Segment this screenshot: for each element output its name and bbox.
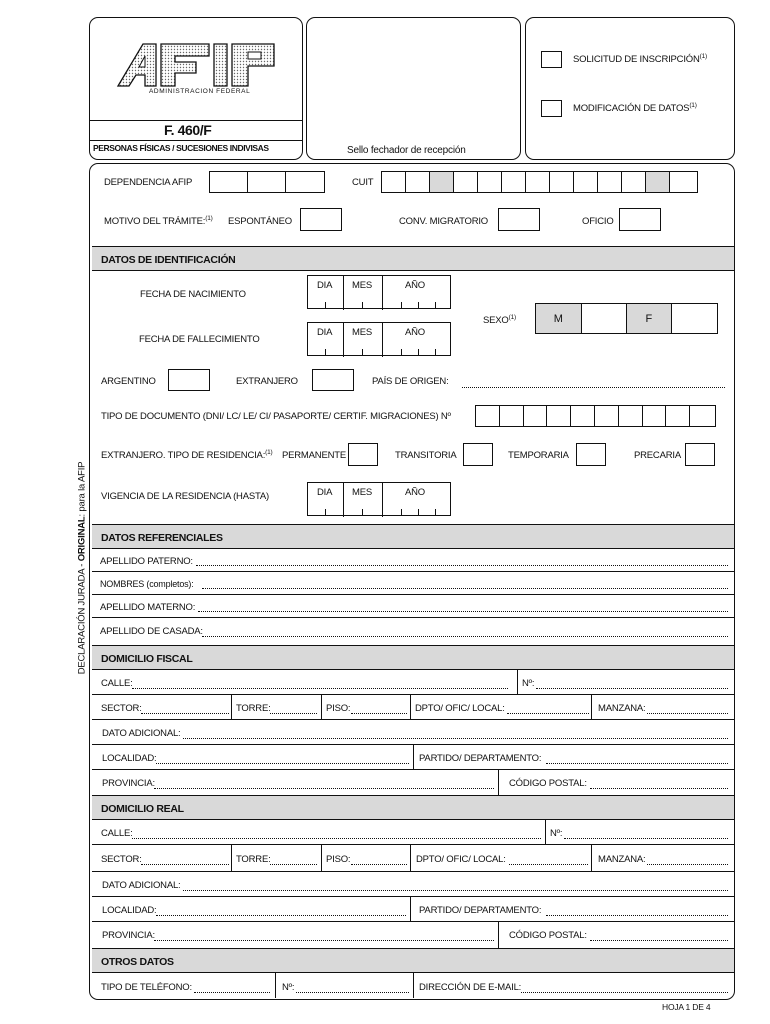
stamp-label: Sello fechador de recepción (347, 145, 466, 156)
section-domicilio-fiscal: DOMICILIO FISCAL (92, 645, 734, 670)
sexo-selector[interactable] (535, 303, 718, 334)
fiscal-localidad-input[interactable] (156, 763, 409, 764)
real-calle-input[interactable] (132, 838, 541, 839)
argentino-label: ARGENTINO (101, 376, 156, 387)
apellido-casada-row: APELLIDO DE CASADA: (92, 618, 734, 645)
fiscal-localidad-row: LOCALIDAD: PARTIDO/ DEPARTAMENTO: (92, 745, 734, 770)
apellido-paterno-row: APELLIDO PATERNO: (92, 549, 734, 572)
sexo-label: SEXO$^{(1)}$ (483, 313, 516, 326)
page-indicator: HOJA 1 DE 4 (662, 1002, 711, 1012)
solicitud-inscripcion-checkbox[interactable] (541, 51, 562, 68)
fiscal-provincia-row: PROVINCIA: CÓDIGO POSTAL: (92, 770, 734, 795)
vigencia-label: VIGENCIA DE LA RESIDENCIA (HASTA) (101, 491, 269, 502)
real-numero-input[interactable] (564, 838, 728, 839)
real-piso-input[interactable] (351, 864, 407, 865)
email-input[interactable] (521, 992, 728, 993)
transitoria-checkbox[interactable] (463, 443, 493, 466)
real-provincia-row: PROVINCIA: CÓDIGO POSTAL: (92, 922, 734, 948)
real-localidad-row: LOCALIDAD: PARTIDO/ DEPARTAMENTO: (92, 897, 734, 922)
real-dpto-input[interactable] (509, 864, 588, 865)
extranjero-checkbox[interactable] (312, 369, 354, 391)
tipo-telefono-input[interactable] (194, 992, 270, 993)
oficio-checkbox[interactable] (619, 208, 661, 231)
precaria-label: PRECARIA (634, 450, 681, 461)
fiscal-torre-input[interactable] (270, 713, 317, 714)
fiscal-manzana-input[interactable] (647, 713, 728, 714)
side-declaration-text: DECLARACIÓN JURADA - ORIGINAL: para la AFIP (76, 461, 88, 675)
section-datos-referenciales: DATOS REFERENCIALES (92, 524, 734, 549)
cuit-label: CUIT (352, 177, 374, 188)
logo-subtitle: ADMINISTRACION FEDERAL (149, 88, 251, 95)
form-code: F. 460/F (164, 122, 212, 138)
procedure-type-box (525, 17, 735, 160)
section-domicilio-real: DOMICILIO REAL (92, 795, 734, 820)
fiscal-codigo-postal-input[interactable] (590, 788, 728, 789)
fiscal-dpto-input[interactable] (507, 713, 589, 714)
otros-telefono-row: TIPO DE TELÉFONO: Nº: DIRECCIÓN DE E-MAIL: (92, 973, 734, 998)
telefono-numero-input[interactable] (296, 992, 409, 993)
reception-stamp-box (306, 17, 521, 160)
apellido-materno-row: APELLIDO MATERNO: (92, 595, 734, 618)
fiscal-piso-input[interactable] (351, 713, 407, 714)
divider (89, 120, 303, 121)
vigencia-input[interactable]: DIA MES AÑO (307, 482, 451, 516)
temporaria-checkbox[interactable] (576, 443, 606, 466)
real-provincia-input[interactable] (154, 940, 494, 941)
pais-origen-label: PAÍS DE ORIGEN: (372, 376, 449, 387)
real-dato-adicional-input[interactable] (183, 890, 728, 891)
apellido-materno-input[interactable] (198, 611, 728, 612)
real-sector-input[interactable] (141, 864, 229, 865)
solicitud-inscripcion-label: SOLICITUD DE INSCRIPCIÓN$^{(1)}$ (573, 52, 707, 65)
fiscal-dato-adicional-row: DATO ADICIONAL: (92, 720, 734, 745)
dependencia-label: DEPENDENCIA AFIP (104, 177, 193, 188)
real-manzana-input[interactable] (647, 864, 728, 865)
conv-migratorio-label: CONV. MIGRATORIO (399, 216, 488, 227)
real-calle-row: CALLE: Nº: (92, 820, 734, 845)
section-datos-identificacion: DATOS DE IDENTIFICACIÓN (92, 246, 734, 271)
apellido-casada-input[interactable] (202, 636, 728, 637)
espontaneo-checkbox[interactable] (300, 208, 342, 231)
real-localidad-input[interactable] (156, 915, 406, 916)
fecha-fallecimiento-label: FECHA DE FALLECIMIENTO (139, 334, 260, 345)
documento-numero-input[interactable] (475, 405, 716, 427)
precaria-checkbox[interactable] (685, 443, 715, 466)
motivo-label: MOTIVO DEL TRÁMITE:$^{(1)}$ (104, 214, 213, 227)
oficio-label: OFICIO (582, 216, 614, 227)
real-partido-input[interactable] (546, 915, 728, 916)
fecha-nacimiento-input[interactable]: DIA MES AÑO (307, 275, 451, 309)
extranjero-label: EXTRANJERO (236, 376, 298, 387)
fiscal-sector-row: SECTOR: TORRE: PISO: DPTO/ OFIC/ LOCAL: MANZANA: (92, 695, 734, 720)
fecha-nacimiento-label: FECHA DE NACIMIENTO (140, 289, 246, 300)
permanente-checkbox[interactable] (348, 443, 378, 466)
form-subtitle: PERSONAS FÍSICAS / SUCESIONES INDIVISAS (93, 143, 269, 153)
cuit-input[interactable] (381, 171, 698, 193)
modificacion-datos-checkbox[interactable] (541, 100, 562, 117)
fiscal-calle-input[interactable] (132, 688, 508, 689)
tipo-documento-label: TIPO DE DOCUMENTO (DNI/ LC/ LE/ CI/ PASAPORTE/ CERTIF. MIGRACIONES) Nº (101, 411, 451, 422)
conv-migratorio-checkbox[interactable] (498, 208, 540, 231)
modificacion-datos-label: MODIFICACIÓN DE DATOS$^{(1)}$ (573, 101, 697, 114)
real-codigo-postal-input[interactable] (590, 940, 728, 941)
real-sector-row: SECTOR: TORRE: PISO: DPTO/ OFIC/ LOCAL: MANZANA: (92, 845, 734, 872)
dependencia-input[interactable] (209, 171, 325, 193)
tipo-residencia-label: EXTRANJERO. TIPO DE RESIDENCIA:$^{(1)}$ (101, 448, 273, 461)
nombres-input[interactable] (202, 588, 728, 589)
fiscal-numero-input[interactable] (536, 688, 728, 689)
fecha-fallecimiento-input[interactable]: DIA MES AÑO (307, 322, 451, 356)
apellido-paterno-input[interactable] (196, 565, 728, 566)
fiscal-sector-input[interactable] (141, 713, 229, 714)
pais-origen-input[interactable] (462, 387, 725, 388)
temporaria-label: TEMPORARIA (508, 450, 569, 461)
section-otros-datos: OTROS DATOS (92, 948, 734, 973)
fiscal-calle-row: CALLE: Nº: (92, 670, 734, 695)
real-dato-adicional-row: DATO ADICIONAL: (92, 872, 734, 897)
transitoria-label: TRANSITORIA (395, 450, 457, 461)
divider (89, 140, 303, 141)
permanente-label: PERMANENTE (282, 450, 346, 461)
sexo-f-option[interactable]: F (627, 304, 672, 333)
afip-logo (116, 42, 278, 88)
argentino-checkbox[interactable] (168, 369, 210, 391)
fiscal-dato-adicional-input[interactable] (183, 738, 728, 739)
fiscal-provincia-input[interactable] (154, 788, 494, 789)
nombres-row: NOMBRES (completos): (92, 572, 734, 595)
real-torre-input[interactable] (270, 864, 317, 865)
fiscal-partido-input[interactable] (546, 763, 728, 764)
sexo-m-option[interactable]: M (536, 304, 582, 333)
espontaneo-label: ESPONTÁNEO (228, 216, 292, 227)
